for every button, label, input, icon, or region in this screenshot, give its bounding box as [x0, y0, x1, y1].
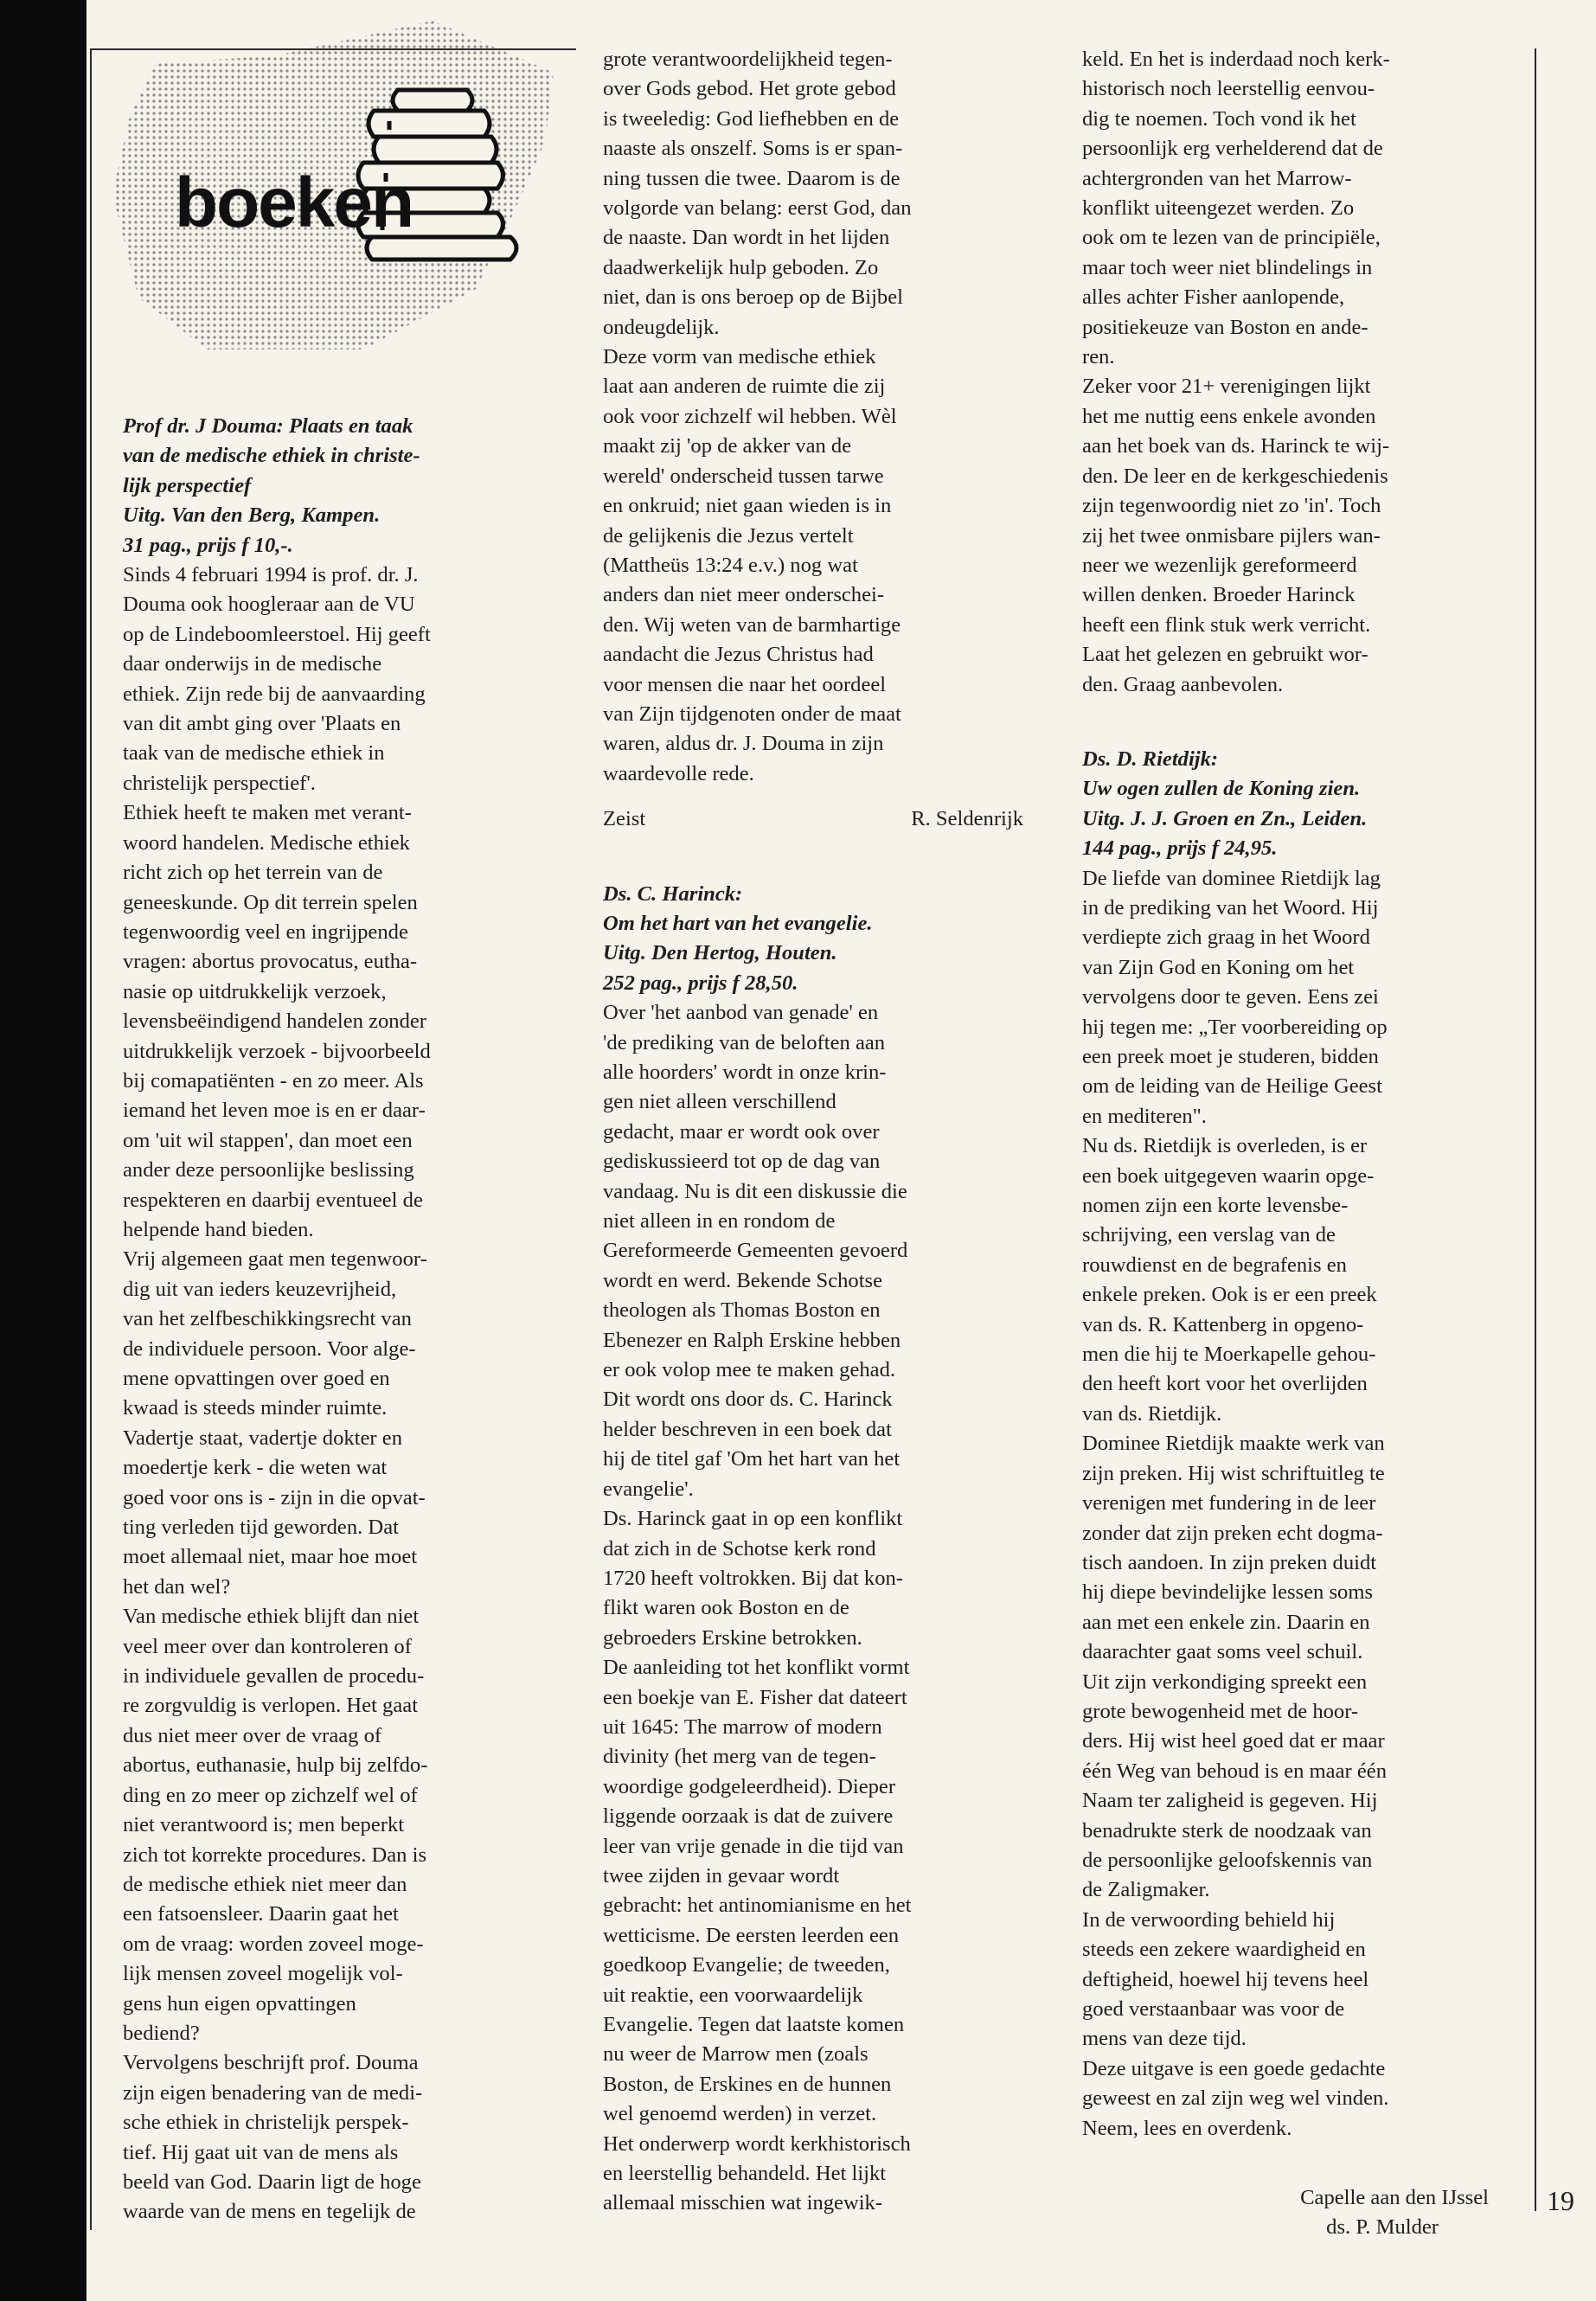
text-line: enkele preken. Ook is er een preek [1082, 1283, 1377, 1307]
text-line: een boek uitgegeven waarin opge- [1082, 1163, 1375, 1188]
text-line: historisch noch leerstellig eenvou- [1082, 77, 1375, 101]
heading-line: Uitg. J. J. Groen en Zn., Leiden. [1082, 806, 1368, 830]
text-line: men die hij te Moerkapelle gehou- [1082, 1343, 1376, 1367]
text-line: iemand het leven moe is en er daar- [123, 1099, 426, 1123]
text-line: christelijk perspectief'. [123, 771, 316, 795]
text-line: het dan wel? [123, 1574, 231, 1599]
text-line: anders dan niet meer onderschei- [603, 583, 885, 607]
text-line: mens van deze tijd. [1082, 2027, 1247, 2051]
text-line: 1720 heeft voltrokken. Bij dat kon- [603, 1566, 903, 1590]
text-line: ook om te lezen van de principiële, [1082, 226, 1381, 250]
text-line: over Gods gebod. Het grote gebod [603, 77, 896, 101]
spacer [603, 835, 1029, 880]
text-line: mene opvattingen over goed en [123, 1367, 390, 1390]
text-line: tegenwoordig veel en ingrijpende [123, 920, 408, 944]
text-line: richt zich op het terrein van de [123, 861, 383, 885]
text-line: om 'uit wil stappen', dan moet een [123, 1128, 413, 1152]
text-line: Uit zijn verkondiging spreekt een [1082, 1670, 1368, 1694]
text-line: er ook volop mee te maken gehad. [603, 1358, 896, 1382]
text-line: ning tussen die twee. Daarom is de [603, 166, 901, 190]
heading-line: Uitg. Den Hertog, Houten. [603, 941, 837, 965]
review-1-body-continued [603, 45, 1029, 789]
text-line: de naaste. Dan wordt in het lijden [603, 226, 890, 250]
heading-line: Om het hart van het evangelie. [603, 911, 873, 935]
heading-line: lijk perspectief [123, 473, 252, 497]
text-line: gen niet alleen verschillend [603, 1090, 836, 1114]
text-line: tief. Hij gaat uit van de mens als [123, 2140, 399, 2164]
text-line: uitdrukkelijk verzoek - bijvoorbeeld [123, 1039, 431, 1063]
text-line: om de leiding van de Heilige Geest [1082, 1074, 1382, 1099]
text-line: willen denken. Broeder Harinck [1082, 583, 1356, 607]
text-line: veel meer over dan kontroleren of [123, 1634, 412, 1658]
text-line: naaste als onszelf. Soms is er span- [603, 137, 903, 161]
text-line: voor mensen die naar het oordeel [603, 672, 887, 696]
text-line: goedkoop Evangelie; de tweeden, [603, 1953, 890, 1977]
review-1-signature [603, 804, 1029, 834]
text-line: theologen als Thomas Boston en [603, 1298, 881, 1323]
text-line: Deze vorm van medische ethiek [603, 345, 876, 369]
text-line: wereld' onderscheid tussen tarwe [603, 464, 884, 488]
text-line: bij comapatiënten - en zo meer. Als [123, 1068, 424, 1093]
text-line: Evangelie. Tegen dat laatste komen [603, 2013, 905, 2036]
text-line: maar toch weer niet blindelings in [1082, 255, 1373, 279]
text-line: ren. [1082, 345, 1115, 369]
right-column-rule [1535, 48, 1536, 2211]
heading-line: 252 pag., prijs f 28,50. [603, 971, 798, 995]
text-line: tisch aandoen. In zijn preken duidt [1082, 1550, 1377, 1574]
text-line: daadwerkelijk hulp geboden. Zo [603, 255, 879, 279]
text-line: goed voor ons is - zijn in die opvat- [123, 1485, 426, 1509]
text-line: één Weg van behoud is en maar één [1082, 1759, 1387, 1783]
text-line: 'de prediking van de beloften aan [603, 1030, 886, 1054]
text-line: laat aan anderen de ruimte die zij [603, 375, 886, 399]
text-line: nu weer de Marrow men (zoals [603, 2042, 869, 2067]
text-line: ding en zo meer op zichzelf wel of [123, 1783, 418, 1807]
text-line: gedacht, maar er wordt ook over [603, 1119, 880, 1144]
text-line: neer we wezenlijk gereformeerd [1082, 553, 1357, 577]
text-line: in individuele gevallen de procedu- [123, 1664, 425, 1689]
text-line: gebracht: het antinomianisme en het [603, 1894, 912, 1918]
text-line: den. De leer en de kerkgeschiedenis [1082, 464, 1388, 488]
text-line: gens hun eigen opvattingen [123, 1991, 356, 2016]
text-line: flikt waren ook Boston en de [603, 1596, 849, 1620]
text-line: dig uit van ieders keuzevrijheid, [123, 1277, 397, 1301]
heading-line: Uitg. Van den Berg, Kampen. [123, 503, 381, 528]
text-line: grote verantwoordelijkheid tegen- [603, 48, 893, 71]
text-line: taak van de medische ethiek in [123, 741, 385, 766]
text-line: kwaad is steeds minder ruimte. [123, 1396, 388, 1420]
text-line: schrijving, een verslag van de [1082, 1223, 1336, 1247]
heading-line: 144 pag., prijs f 24,95. [1082, 836, 1278, 861]
text-line: waren, aldus dr. J. Douma in zijn [603, 732, 884, 756]
text-line: achtergronden van het Marrow- [1082, 166, 1352, 190]
text-line: daar onderwijs in de medische [123, 652, 382, 676]
text-line: zijn preken. Hij wist schriftuitleg te [1082, 1461, 1385, 1485]
text-line: den heeft kort voor het overlijden [1082, 1372, 1368, 1396]
text-line: helpende hand bieden. [123, 1217, 314, 1241]
text-line: gebroeders Erskine betrokken. [603, 1625, 862, 1650]
text-line: Sinds 4 februari 1994 is prof. dr. J. [123, 563, 419, 587]
text-line: helder beschreven in een boek dat [603, 1417, 892, 1441]
black-edge-bar [0, 0, 87, 2301]
text-line: Gereformeerde Gemeenten gevoerd [603, 1239, 908, 1263]
text-line: Het onderwerp wordt kerkhistorisch [603, 2131, 911, 2156]
text-line: Dominee Rietdijk maakte werk van [1082, 1432, 1385, 1456]
text-line: uit reaktie, een voorwaardelijk [603, 1983, 863, 2007]
text-line: en mediteren". [1082, 1104, 1207, 1128]
text-line: persoonlijk erg verhelderend dat de [1082, 137, 1383, 161]
text-line: Ebenezer en Ralph Erskine hebben [603, 1328, 901, 1352]
signature-place: Capelle aan den IJssel [1300, 2186, 1489, 2210]
text-line: zonder dat zijn preken echt dogma- [1082, 1521, 1383, 1545]
text-line: goed verstaanbaar was voor de [1082, 1997, 1345, 2021]
text-line: uit 1645: The marrow of modern [603, 1715, 882, 1739]
text-line: ander deze persoonlijke beslissing [123, 1158, 414, 1183]
text-line: Neem, lees en overdenk. [1082, 2116, 1292, 2140]
text-line: moedertje kerk - die weten wat [123, 1456, 388, 1480]
text-line: woordige godgeleerdheid). Dieper [603, 1774, 896, 1798]
text-line: leer van vrije genade in die tijd van [603, 1834, 904, 1858]
text-line: van Zijn tijdgenoten onder de maat [603, 702, 901, 726]
text-line: de individuele persoon. Voor alge- [123, 1336, 416, 1361]
text-line: levensbeëindigend handelen zonder [123, 1009, 427, 1034]
text-line: wetticisme. De eersten leerden een [603, 1923, 900, 1947]
text-line: zich tot korrekte procedures. Dan is [123, 1843, 427, 1867]
text-line: en leerstellig behandeld. Het lijkt [603, 2162, 887, 2186]
text-line: van het zelfbeschikkingsrecht van [123, 1307, 412, 1331]
text-line: respekteren en daarbij eventueel de [123, 1188, 423, 1212]
text-line: konflikt uiteengezet werden. Zo [1082, 196, 1355, 221]
text-line: vandaag. Nu is dit een diskussie die [603, 1179, 907, 1203]
spacer [1082, 700, 1515, 745]
review-1-heading [123, 412, 566, 561]
text-line: hij de titel gaf 'Om het hart van het [603, 1447, 901, 1471]
text-line: niet, dan is ons beroep op de Bijbel [603, 285, 903, 310]
text-line: Vervolgens beschrijft prof. Douma [123, 2051, 419, 2075]
signature-place: Zeist [603, 807, 646, 831]
text-line: (Mattheüs 13:24 e.v.) nog wat [603, 553, 858, 577]
text-line: het me nuttig eens enkele avonden [1082, 404, 1376, 428]
text-line: deftigheid, hoewel hij tevens heel [1082, 1967, 1369, 1991]
heading-line: Uw ogen zullen de Koning zien. [1082, 777, 1361, 801]
text-line: Vrij algemeen gaat men tegenwoor- [123, 1247, 427, 1272]
text-line: waardevolle rede. [603, 761, 754, 785]
text-line: Van medische ethiek blijft dan niet [123, 1605, 420, 1629]
text-line: benadrukte sterk de noodzaak van [1082, 1818, 1372, 1843]
text-line: lijk mensen zoveel mogelijk vol- [123, 1962, 403, 1986]
text-line: is tweeledig: God liefhebben en de [603, 106, 900, 131]
text-line: Ds. Harinck gaat in op een konflikt [603, 1507, 903, 1531]
text-line: wordt en werd. Bekende Schotse [603, 1268, 883, 1292]
text-line: een boekje van E. Fisher dat dateert [603, 1685, 907, 1709]
text-line: woord handelen. Medische ethiek [123, 830, 410, 855]
text-line: niet alleen in en rondom de [603, 1209, 836, 1234]
text-line: bediend? [123, 2021, 200, 2045]
text-line: waarde van de mens en tegelijk de [123, 2200, 416, 2224]
text-line: Laat het gelezen en gebruikt wor- [1082, 643, 1368, 667]
text-line: twee zijden in gevaar wordt [603, 1863, 840, 1888]
page-number: 19 [1547, 2185, 1574, 2216]
review-1-body [123, 561, 566, 2227]
text-line: en onkruid; niet gaan wieden is in [603, 494, 892, 518]
text-line: ders. Hij wist heel goed dat er maar [1082, 1729, 1385, 1753]
text-line: de medische ethiek niet meer dan [123, 1872, 407, 1896]
text-line: niet verantwoord is; men beperkt [123, 1813, 405, 1837]
text-line: steeds een zekere waardigheid en [1082, 1938, 1366, 1962]
text-line: Over 'het aanbod van genade' en [603, 1001, 879, 1025]
text-line: beeld van God. Daarin ligt de hoge [123, 2170, 421, 2194]
text-line: Douma ook hoogleraar aan de VU [123, 593, 415, 617]
heading-line: Ds. C. Harinck: [603, 881, 743, 906]
text-line: ethiek. Zijn rede bij de aanvaarding [123, 682, 426, 706]
text-line: hij tegen me: „Ter voorbereiding op [1082, 1015, 1388, 1039]
text-line: heeft een flink stuk werk verricht. [1082, 612, 1371, 637]
text-line: een fatsoensleer. Daarin gaat het [123, 1902, 399, 1926]
review-2-heading [603, 880, 1029, 999]
text-line: maakt zij 'op de akker van de [603, 434, 852, 458]
text-line: van ds. Rietdijk. [1082, 1401, 1222, 1426]
text-line: op de Lindeboomleerstoel. Hij geeft [123, 622, 431, 646]
text-line: gediskussieerd tot op de dag van [603, 1150, 881, 1174]
signature-name: R. Seldenrijk [911, 807, 1023, 831]
signature-name: ds. P. Mulder [1326, 2215, 1439, 2240]
heading-line: van de medische ethiek in christe- [123, 444, 420, 468]
heading-line: 31 pag., prijs f 10,-. [123, 533, 293, 557]
text-line: keld. En het is inderdaad noch kerk- [1082, 48, 1390, 71]
column-2 [603, 45, 1029, 2219]
column-3 [1082, 45, 1515, 2243]
text-line: nasie op uitdrukkelijk verzoek, [123, 979, 387, 1003]
text-line: verenigen met fundering in de leer [1082, 1491, 1376, 1516]
text-line: allemaal misschien wat ingewik- [603, 2191, 883, 2215]
text-line: zijn eigen benadering van de medi- [123, 2080, 423, 2105]
text-line: In de verwoording behield hij [1082, 1907, 1336, 1932]
text-line: de persoonlijke geloofskennis van [1082, 1848, 1373, 1872]
text-line: De aanleiding tot het konflikt vormt [603, 1656, 910, 1680]
text-line: aan met een enkele zin. Daarin en [1082, 1610, 1370, 1634]
text-line: van Zijn God en Koning om het [1082, 955, 1355, 979]
text-line: moet allemaal niet, maar hoe moet [123, 1545, 418, 1569]
text-line: zij het twee onmisbare pijlers wan- [1082, 523, 1381, 548]
text-line: divinity (het merg van de tegen- [603, 1745, 876, 1769]
text-line: Zeker voor 21+ verenigingen lijkt [1082, 375, 1371, 399]
text-line: dat zich in de Schotse kerk rond [603, 1536, 876, 1561]
text-line: sche ethiek in christelijk perspek- [123, 2111, 409, 2135]
text-line: aan het boek van ds. Harinck te wij- [1082, 434, 1390, 458]
text-line: alle hoorders' wordt in onze krin- [603, 1061, 887, 1084]
text-line: grote bewogenheid met de hoor- [1082, 1699, 1359, 1723]
text-line: abortus, euthanasie, hulp bij zelfdo- [123, 1753, 428, 1778]
text-line: hij diepe bevindelijke lessen soms [1082, 1580, 1374, 1605]
text-line: geweest en zal zijn weg wel vinden. [1082, 2086, 1389, 2111]
column-1 [123, 412, 566, 2227]
heading-line: Prof dr. J Douma: Plaats en taak [123, 414, 413, 438]
text-line: rouwdienst en de begrafenis en [1082, 1253, 1347, 1277]
text-line: om de vraag: worden zoveel moge- [123, 1932, 424, 1956]
text-line: den. Graag aanbevolen. [1082, 672, 1284, 696]
text-line: daarachter gaat soms veel schuil. [1082, 1640, 1363, 1664]
text-line: den. Wij weten van de barmhartige [603, 612, 901, 637]
text-line: van dit ambt ging over 'Plaats en [123, 712, 401, 736]
boeken-logo [104, 21, 571, 384]
text-line: van ds. R. Kattenberg in opgeno- [1082, 1312, 1364, 1336]
text-line: evangelie'. [603, 1477, 694, 1501]
text-line: ting verleden tijd geworden. Dat [123, 1516, 399, 1540]
text-line: Vadertje staat, vadertje dokter en [123, 1426, 402, 1450]
text-line: dus niet meer over de vraag of [123, 1723, 382, 1747]
text-line: wel genoemd werden) in verzet. [603, 2102, 877, 2126]
logo-label: boeken [175, 163, 413, 242]
text-line: in de prediking van het Woord. Hij [1082, 895, 1379, 920]
text-line: Nu ds. Rietdijk is overleden, is er [1082, 1134, 1368, 1158]
text-line: Boston, de Erskines en de hunnen [603, 2072, 892, 2096]
text-line: geneeskunde. Op dit terrein spelen [123, 890, 418, 914]
text-line: een preek moet je studeren, bidden [1082, 1045, 1379, 1068]
text-line: vervolgens door te geven. Eens zei [1082, 985, 1379, 1009]
review-2-body-continued [1082, 45, 1515, 700]
review-3-heading [1082, 745, 1515, 864]
text-line: Deze uitgave is een goede gedachte [1082, 2056, 1386, 2080]
text-line: ook voor zichzelf wil hebben. Wèl [603, 404, 897, 428]
text-line: re zorgvuldig is verlopen. Het gaat [123, 1694, 419, 1718]
text-line: ondeugdelijk. [603, 315, 720, 339]
text-line: dig te noemen. Toch vond ik het [1082, 106, 1356, 131]
text-line: verdiepte zich graag in het Woord [1082, 926, 1370, 950]
review-3-body [1082, 864, 1515, 2144]
text-line: de gelijkenis die Jezus vertelt [603, 523, 854, 548]
text-line: de Zaligmaker. [1082, 1878, 1210, 1902]
text-line: nomen zijn een korte levensbe- [1082, 1194, 1349, 1218]
text-line: aandacht die Jezus Christus had [603, 643, 874, 667]
review-2-body [603, 998, 1029, 2219]
text-line: Ethiek heeft te maken met verant- [123, 801, 412, 825]
text-line: zijn tegenwoordig niet zo 'in'. Toch [1082, 494, 1381, 518]
text-line: Dit wordt ons door ds. C. Harinck [603, 1388, 893, 1412]
text-line: De liefde van dominee Rietdijk lag [1082, 866, 1381, 890]
text-line: alles achter Fisher aanlopende, [1082, 285, 1345, 310]
text-line: volgorde van belang: eerst God, dan [603, 196, 912, 221]
text-line: vragen: abortus provocatus, eutha- [123, 950, 418, 974]
text-line: Naam ter zaligheid is gegeven. Hij [1082, 1789, 1378, 1813]
text-line: liggende oorzaak is dat de zuivere [603, 1804, 894, 1829]
heading-line: Ds. D. Rietdijk: [1082, 747, 1219, 771]
review-3-signature [1082, 2183, 1515, 2243]
text-line: positiekeuze van Boston en ande- [1082, 315, 1368, 339]
